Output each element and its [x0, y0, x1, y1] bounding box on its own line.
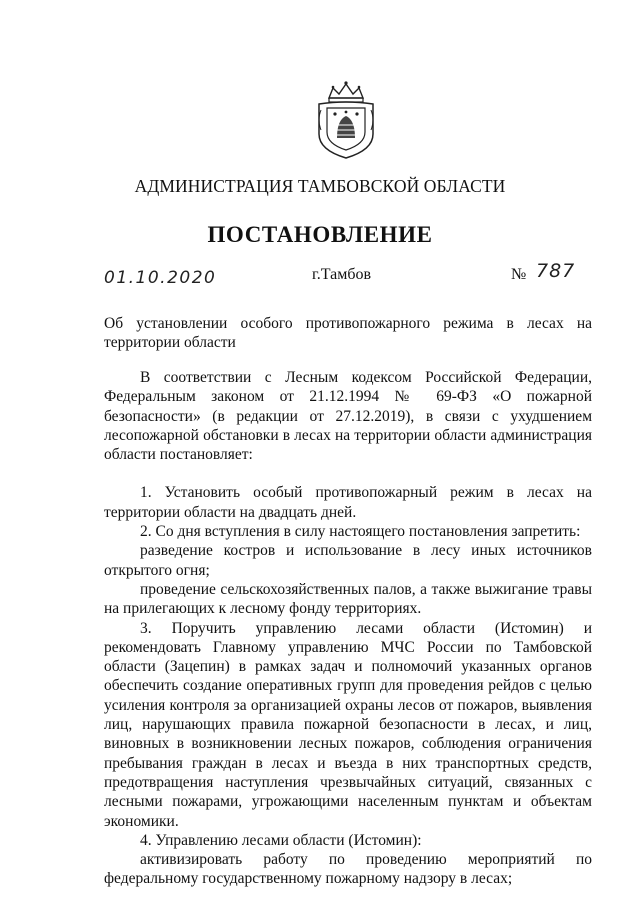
number-sign: №	[511, 266, 527, 283]
item-4-paragraph: 4. Управлению лесами области (Истомин):	[140, 831, 422, 849]
item-2-subitem-burning: проведение сельскохозяйственных палов, а также выжигание травы на прилегающих к лесному фонду территориях.	[104, 580, 592, 618]
document-body	[104, 368, 592, 889]
item-4-subitem: активизировать работу по проведению мероприятий по федеральному государственному пожарному надзору в лесах;	[104, 851, 592, 888]
item-2-subitem-fires: разведение костров и использование в лесу иных источников открытого огня;	[104, 542, 592, 579]
handwritten-date: 01.10.2020	[104, 268, 217, 288]
item-3-paragraph: 3. Поручить управлению лесами области (Истомин) и рекомендовать Главному управлению МЧС России по Тамбовской области (Зацепин) в рамках задач и полномочий указанных органов обеспечить создание оперативных групп для проведения рейдов с целью усиления контроля за организацией охраны лесов от пожаров, выявления лиц, нарушающих правила пожарной безопасности в лесах, и лиц, виновных в возникновении лесных пожаров, соблюдения ограничения пребывания граждан в лесах и въезда в них транспортных средств, предотвращения наступления чрезвычайных ситуаций, связанных с лесными пожарами, угрожающими населенным пунктам и объектам экономики.	[104, 619, 592, 830]
coat-of-arms-icon	[313, 80, 379, 160]
handwritten-number: 787	[536, 260, 576, 282]
item-1-paragraph: 1. Установить особый противопожарный режим в лесах на территории области на двадцать дней.	[104, 484, 592, 521]
preamble-paragraph: В соответствии с Лесным кодексом Российской Федерации, Федеральным законом от 21.12.1994 № 69-ФЗ «О пожарной безопасности» (в редакции от 27.12.2019), в связи с ухудшением лесопожарной обстановки в лесах на территории области администрация области постановляет:	[104, 369, 592, 464]
city: г.Тамбов	[312, 266, 372, 283]
document-subject: Об установлении особого противопожарного режима в лесах на территории области	[104, 315, 592, 351]
item-2-paragraph: 2. Со дня вступления в силу настоящего постановления запретить:	[140, 523, 581, 541]
organization-title: АДМИНИСТРАЦИЯ ТАМБОВСКОЙ ОБЛАСТИ	[134, 176, 506, 196]
document-type-title: ПОСТАНОВЛЕНИЕ	[207, 222, 433, 247]
